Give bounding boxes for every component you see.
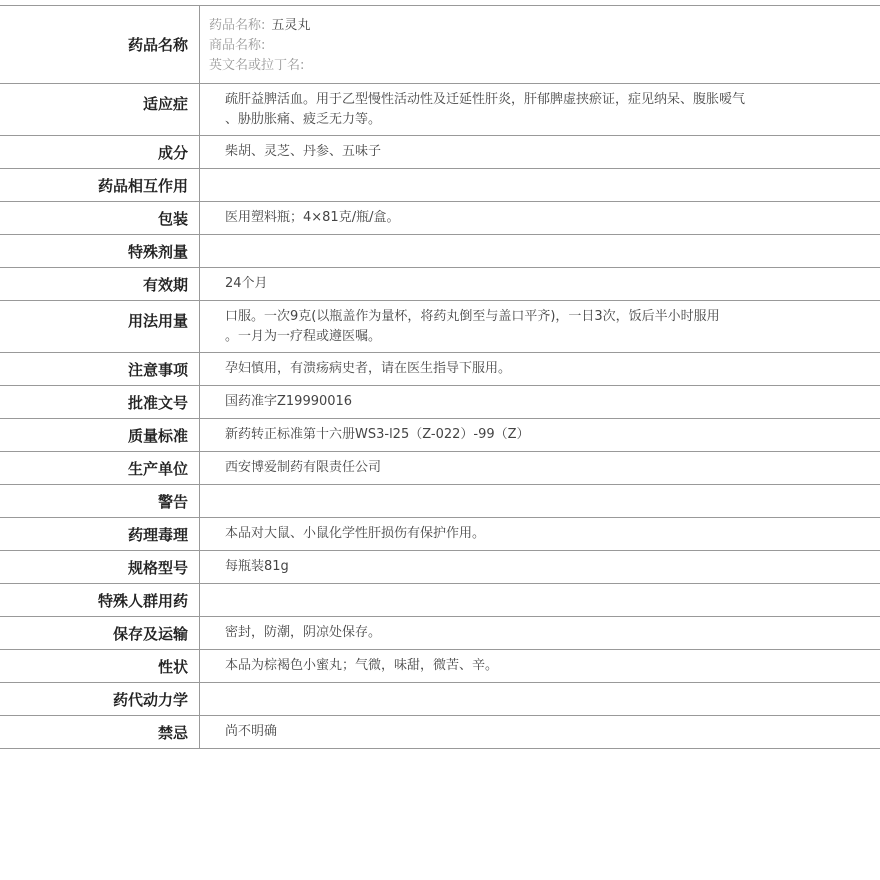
info-row [0,485,880,518]
row-value [200,136,880,168]
latin-name-label: 英文名或拉丁名: [209,58,305,73]
row-value-line: 尚不明确 [225,724,278,739]
row-value-line: 本品对大鼠、小鼠化学性肝损伤有保护作用。 [225,526,486,541]
row-value-line: 密封，防潮，阴凉处保存。 [225,625,382,640]
row-value-line: 国药准字Z19990016 [225,394,353,409]
row-value [200,268,880,300]
info-row [0,301,880,353]
row-value-line: 新药转正标准第十六册WS3-l25（Z-022）-99（Z） [225,427,530,442]
row-label: 适应症 [0,84,200,135]
info-row [0,650,880,683]
row-label: 注意事项 [0,353,200,385]
row-value-line: 本品为棕褐色小蜜丸；气微，味甜，微苦、辛。 [225,658,499,673]
row-value-line: 孕妇慎用，有溃疡病史者，请在医生指导下服用。 [225,361,512,376]
row-label: 规格型号 [0,551,200,583]
row-drug-name [0,5,880,84]
row-label: 保存及运输 [0,617,200,649]
row-value [200,650,880,682]
row-label: 批准文号 [0,386,200,418]
info-row [0,551,880,584]
row-value-line: 。一月为一疗程或遵医嘱。 [225,329,382,344]
row-value-line: 24个月 [225,276,268,291]
row-value [200,716,880,748]
row-label: 特殊剂量 [0,235,200,267]
row-value-line: 口服。一次9克(以瓶盖作为量杯，将药丸倒至与盖口平齐)，一日3次，饭后半小时服用 [225,309,720,324]
generic-name-value: 五灵丸 [271,18,311,33]
row-value-line: 西安博爱制药有限责任公司 [225,460,382,475]
row-label: 生产单位 [0,452,200,484]
row-label: 有效期 [0,268,200,300]
row-value [200,235,880,267]
info-row [0,169,880,202]
row-value [200,518,880,550]
row-label: 用法用量 [0,301,200,352]
row-label: 药理毒理 [0,518,200,550]
info-row [0,353,880,386]
row-label: 质量标准 [0,419,200,451]
row-value [200,301,880,352]
row-label: 特殊人群用药 [0,584,200,616]
info-row [0,452,880,485]
row-value [200,452,880,484]
row-value [200,551,880,583]
row-value-line: 每瓶装81g [225,559,289,574]
row-label: 性状 [0,650,200,682]
row-value-line: 柴胡、灵芝、丹参、五味子 [225,144,382,159]
row-value [200,419,880,451]
row-value [200,169,880,201]
names-cell [200,6,880,83]
row-value [200,84,880,135]
row-value-line: 、胁肋胀痛、疲乏无力等。 [225,112,382,127]
info-row [0,617,880,650]
info-row [0,235,880,268]
brand-name-label: 商品名称: [209,38,266,53]
row-value [200,485,880,517]
info-rows [0,84,880,749]
row-value [200,617,880,649]
row-value [200,202,880,234]
row-value [200,386,880,418]
info-row [0,716,880,749]
info-row [0,202,880,235]
info-row [0,419,880,452]
info-row [0,84,880,136]
info-row [0,386,880,419]
row-value [200,683,880,715]
row-label: 禁忌 [0,716,200,748]
row-value-line: 疏肝益脾活血。用于乙型慢性活动性及迁延性肝炎，肝郁脾虚挟瘀证，症见纳呆、腹胀嗳气 [225,92,746,107]
row-label: 警告 [0,485,200,517]
row-label: 成分 [0,136,200,168]
row-value-line: 医用塑料瓶；4×81克/瓶/盒。 [225,210,400,225]
row-label: 药代动力学 [0,683,200,715]
row-value [200,353,880,385]
info-row [0,136,880,169]
row-value [200,584,880,616]
row-label: 药品相互作用 [0,169,200,201]
info-row [0,683,880,716]
generic-name-label: 药品名称: [209,18,266,33]
drug-info-table [0,5,880,749]
info-row [0,584,880,617]
info-row [0,268,880,301]
info-row [0,518,880,551]
row-label: 药品名称 [0,6,200,83]
row-label: 包装 [0,202,200,234]
